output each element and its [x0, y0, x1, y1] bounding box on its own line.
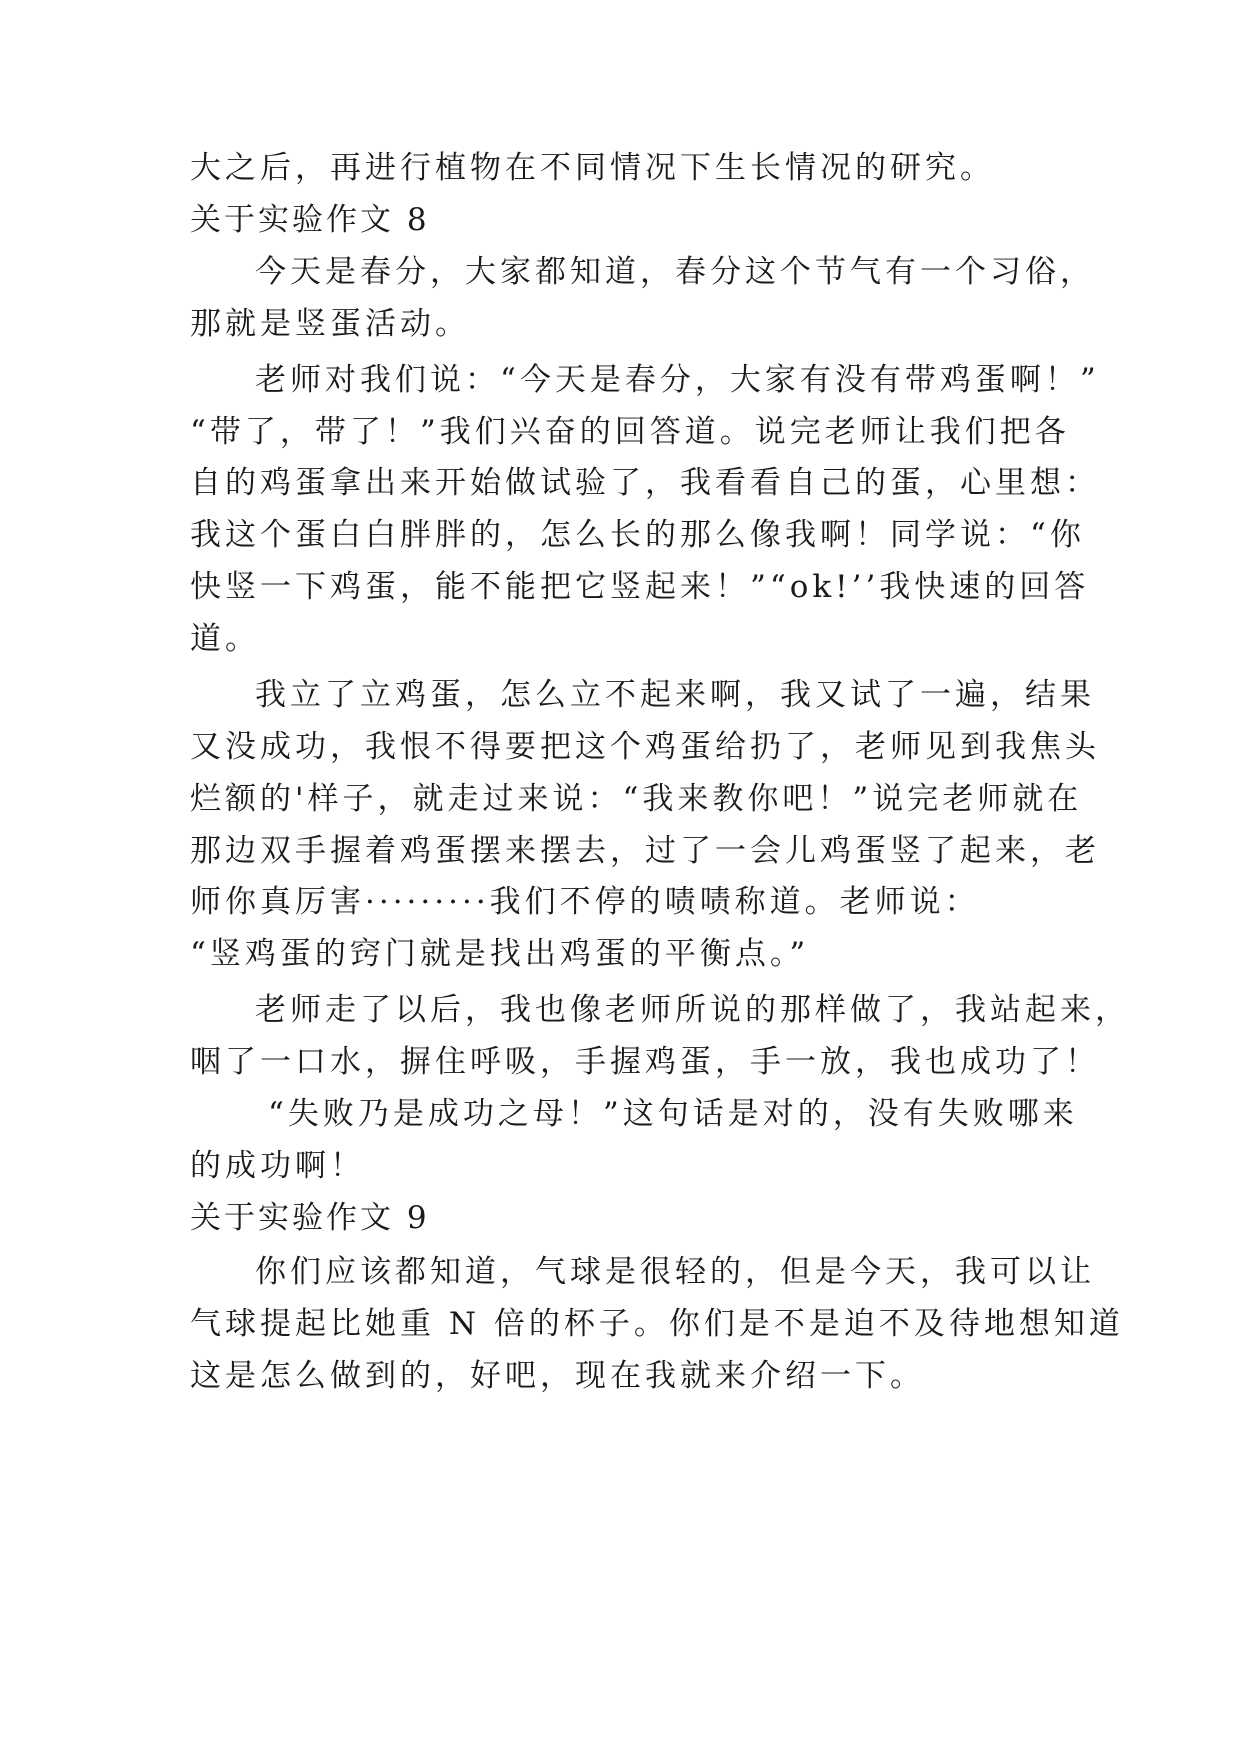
essay-9-heading: 关于实验作文 9 — [190, 1200, 430, 1236]
paragraph-line: 师你真厉害·········我们不停的啧啧称道。老师说： — [190, 884, 980, 920]
paragraph-line: 烂额的'样子，就走过来说：“我来教你吧！”说完老师就在 — [190, 781, 1083, 817]
paragraph-line: 的成功啊！ — [190, 1148, 365, 1184]
paragraph-line: 那就是竖蛋活动。 — [190, 306, 470, 342]
paragraph-line: 这是怎么做到的，好吧，现在我就来介绍一下。 — [190, 1358, 925, 1394]
paragraph-line: 那边双手握着鸡蛋摆来摆去，过了一会儿鸡蛋竖了起来，老 — [190, 833, 1100, 869]
paragraph-line: 今天是春分，大家都知道，春分这个节气有一个习俗， — [255, 254, 1095, 290]
paragraph-line: “竖鸡蛋的窍门就是找出鸡蛋的平衡点。” — [190, 936, 810, 972]
paragraph-line: “带了，带了！”我们兴奋的回答道。说完老师让我们把各 — [190, 414, 1070, 450]
paragraph-line: 老师对我们说：“今天是春分，大家有没有带鸡蛋啊！” — [255, 362, 1100, 398]
paragraph-line: 你们应该都知道，气球是很轻的，但是今天，我可以让 — [255, 1254, 1095, 1290]
paragraph-line: “失败乃是成功之母！”这句话是对的，没有失败哪来 — [268, 1096, 1078, 1132]
paragraph-line: 咽了一口水，摒住呼吸，手握鸡蛋，手一放，我也成功了！ — [190, 1044, 1100, 1080]
lead-in-line: 大之后，再进行植物在不同情况下生长情况的研究。 — [190, 150, 995, 186]
paragraph-line: 我立了立鸡蛋，怎么立不起来啊，我又试了一遍，结果 — [255, 677, 1095, 713]
paragraph-line: 又没成功，我恨不得要把这个鸡蛋给扔了，老师见到我焦头 — [190, 729, 1100, 765]
paragraph-line: 自的鸡蛋拿出来开始做试验了，我看看自己的蛋，心里想： — [190, 465, 1100, 501]
paragraph-line: 快竖一下鸡蛋，能不能把它竖起来！”“ok!’’我快速的回答 — [190, 569, 1090, 605]
essay-8-heading: 关于实验作文 8 — [190, 202, 430, 238]
paragraph-line: 我这个蛋白白胖胖的，怎么长的那么像我啊！同学说：“你 — [190, 517, 1085, 553]
paragraph-line: 道。 — [190, 621, 260, 657]
paragraph-line: 气球提起比她重 N 倍的杯子。你们是不是迫不及待地想知道 — [190, 1306, 1124, 1342]
paragraph-line: 老师走了以后，我也像老师所说的那样做了，我站起来， — [255, 992, 1130, 1028]
